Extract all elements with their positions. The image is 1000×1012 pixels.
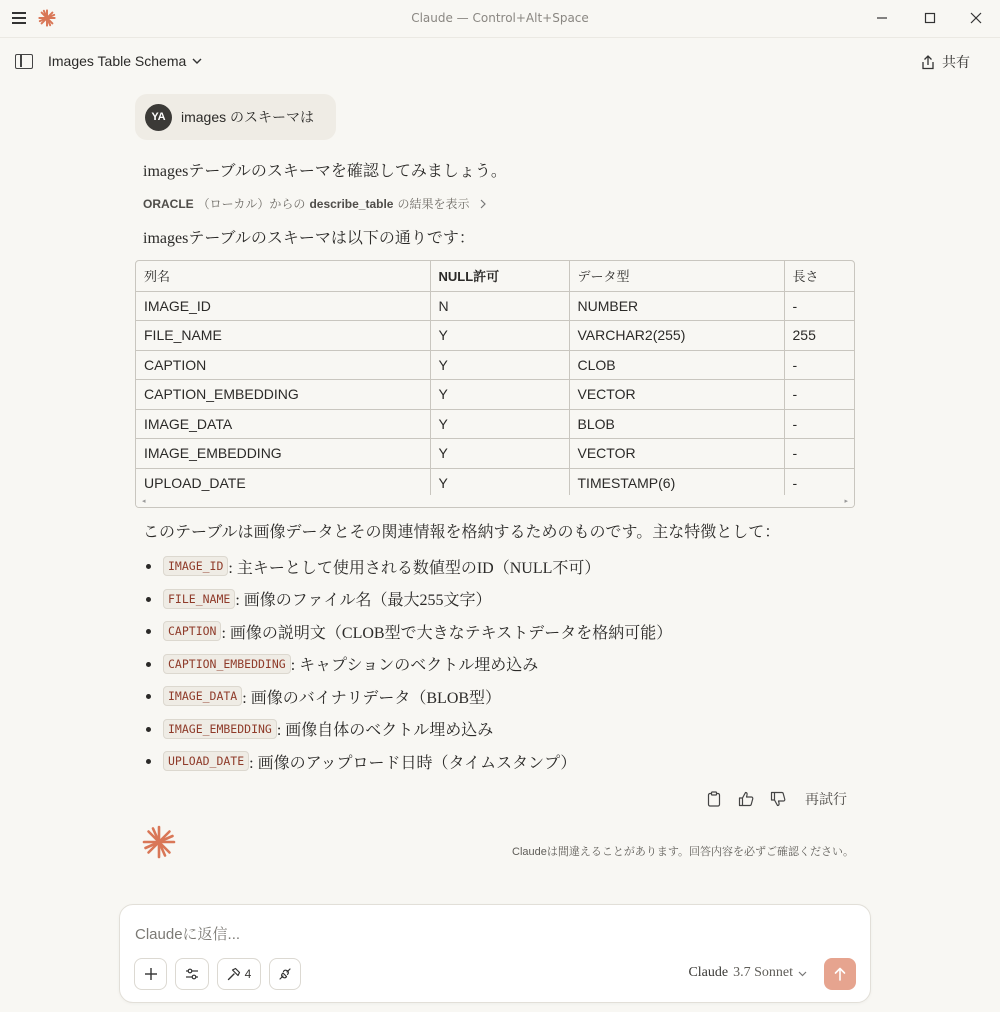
sliders-icon (185, 967, 199, 981)
column-name-code: CAPTION_EMBEDDING (163, 654, 291, 674)
add-attachment-button[interactable] (134, 958, 167, 990)
column-header: NULL許可 (430, 261, 569, 291)
thumbs-down-button[interactable] (769, 790, 787, 808)
chat-title-dropdown[interactable] (48, 53, 202, 69)
tools-button[interactable] (217, 958, 261, 990)
table-cell: - (784, 468, 855, 498)
column-name-code: IMAGE_EMBEDDING (163, 719, 277, 739)
table-row (136, 321, 855, 351)
clipboard-icon (707, 791, 721, 807)
thumbs-up-button[interactable] (737, 790, 755, 808)
chevron-down-icon (192, 56, 202, 66)
table-cell: 255 (784, 321, 855, 351)
list-item (143, 583, 672, 616)
response-intro: imagesテーブルのスキーマを確認してみましょう。 (143, 163, 507, 180)
schema-table-container[interactable] (135, 260, 855, 508)
summary-intro: このテーブルは画像データとその関連情報を格納するためのものです。主な特徴として： (143, 524, 781, 541)
table-cell: Y (430, 468, 569, 498)
table-cell: UPLOAD_DATE (136, 468, 430, 498)
close-icon (970, 12, 982, 24)
tools-count: 4 (244, 967, 252, 981)
tool-suffix: の結果を表示 (397, 197, 470, 211)
close-window-button[interactable] (965, 8, 987, 28)
plug-icon (278, 967, 292, 981)
column-header: 列名 (136, 261, 430, 291)
share-button[interactable] (921, 52, 970, 72)
table-cell: - (784, 439, 855, 469)
list-item (143, 550, 672, 583)
copy-button[interactable] (705, 790, 723, 808)
scroll-right-icon[interactable]: ▸ (844, 497, 848, 505)
table-cell: VECTOR (569, 380, 784, 410)
table-cell: - (784, 380, 855, 410)
user-message-text: images のスキーマは (181, 109, 315, 125)
list-item-text: : 画像自体のベクトル埋め込み (276, 722, 494, 740)
maximize-icon (924, 12, 936, 24)
table-row (136, 380, 855, 410)
table-cell: - (784, 409, 855, 439)
table-cell: CLOB (569, 350, 784, 380)
list-item (143, 745, 672, 778)
model-version: 3.7 Sonnet (733, 965, 793, 980)
sidebar-toggle-icon[interactable] (15, 54, 33, 69)
table-cell: - (784, 291, 855, 321)
user-message (135, 94, 336, 140)
scroll-left-icon[interactable]: ◂ (142, 497, 146, 505)
table-row (136, 409, 855, 439)
settings-button[interactable] (175, 958, 209, 990)
chevron-right-icon (478, 199, 488, 209)
window-title-bar (0, 0, 1000, 37)
tool-name: describe_table (309, 196, 394, 211)
column-name-code: CAPTION (163, 621, 221, 641)
list-item-text: : 画像のアップロード日時（タイムスタンプ） (249, 754, 577, 772)
list-item (143, 615, 672, 648)
model-selector[interactable] (688, 965, 807, 981)
list-item (143, 713, 672, 746)
hammer-icon (227, 967, 241, 981)
table-cell: IMAGE_ID (136, 291, 430, 321)
user-avatar: YA (145, 104, 172, 131)
window-title: Claude — Control+Alt+Space (411, 11, 589, 25)
table-cell: Y (430, 439, 569, 469)
table-cell: VARCHAR2(255) (569, 321, 784, 351)
chevron-down-icon (798, 969, 807, 978)
list-item (143, 680, 672, 713)
list-item-text: : 画像のファイル名（最大255文字） (235, 592, 492, 610)
table-header-row (136, 261, 855, 291)
table-cell: CAPTION_EMBEDDING (136, 380, 430, 410)
feature-list (143, 550, 672, 778)
send-button[interactable] (824, 958, 856, 990)
message-actions (705, 789, 847, 809)
list-item-text: : キャプションのベクトル埋め込み (290, 657, 539, 675)
column-header: 長さ (784, 261, 855, 291)
disclaimer-text: Claudeは間違えることがあります。回答内容を必ずご確認ください。 (512, 846, 854, 858)
table-cell: TIMESTAMP(6) (569, 468, 784, 498)
claude-spark-icon (142, 825, 176, 859)
minimize-button[interactable] (871, 8, 893, 28)
list-item (143, 648, 672, 681)
column-name-code: IMAGE_ID (163, 556, 228, 576)
table-cell: Y (430, 350, 569, 380)
table-cell: NUMBER (569, 291, 784, 321)
tool-source-note: （ローカル）からの (197, 197, 306, 211)
table-cell: Y (430, 409, 569, 439)
thumbs-down-icon (770, 791, 786, 807)
share-label: 共有 (942, 54, 970, 70)
share-icon (921, 55, 935, 70)
table-row (136, 439, 855, 469)
maximize-button[interactable] (919, 8, 941, 28)
table-cell: VECTOR (569, 439, 784, 469)
minimize-icon (876, 12, 888, 24)
table-cell: FILE_NAME (136, 321, 430, 351)
reply-composer[interactable] (119, 904, 871, 1003)
chat-header (0, 37, 1000, 83)
retry-button[interactable]: 再試行 (805, 791, 847, 807)
plus-icon (144, 967, 158, 981)
integrations-button[interactable] (269, 958, 301, 990)
table-cell: Y (430, 380, 569, 410)
table-row (136, 350, 855, 380)
table-cell: BLOB (569, 409, 784, 439)
column-name-code: UPLOAD_DATE (163, 751, 249, 771)
arrow-up-icon (834, 967, 846, 981)
model-name: Claude (688, 965, 729, 980)
table-intro: imagesテーブルのスキーマは以下の通りです： (143, 230, 475, 247)
thumbs-up-icon (738, 791, 754, 807)
table-cell: IMAGE_DATA (136, 409, 430, 439)
table-cell: N (430, 291, 569, 321)
schema-table (136, 261, 855, 498)
reply-input[interactable]: Claudeに返信... (135, 926, 241, 943)
chat-title: Images Table Schema (48, 53, 187, 69)
list-item-text: : 画像のバイナリデータ（BLOB型） (242, 689, 502, 707)
table-row (136, 291, 855, 321)
table-horizontal-scrollbar[interactable] (136, 495, 854, 507)
table-cell: - (784, 350, 855, 380)
tool-source: ORACLE (143, 196, 194, 211)
list-item-text: : 画像の説明文（CLOB型で大きなテキストデータを格納可能） (221, 624, 673, 642)
table-row (136, 468, 855, 498)
table-cell: CAPTION (136, 350, 430, 380)
list-item-text: : 主キーとして使用される数値型のID（NULL不可） (228, 559, 601, 577)
column-name-code: IMAGE_DATA (163, 686, 242, 706)
table-cell: Y (430, 321, 569, 351)
tool-result-toggle[interactable] (143, 195, 488, 212)
table-cell: IMAGE_EMBEDDING (136, 439, 430, 469)
column-header: データ型 (569, 261, 784, 291)
column-name-code: FILE_NAME (163, 589, 235, 609)
